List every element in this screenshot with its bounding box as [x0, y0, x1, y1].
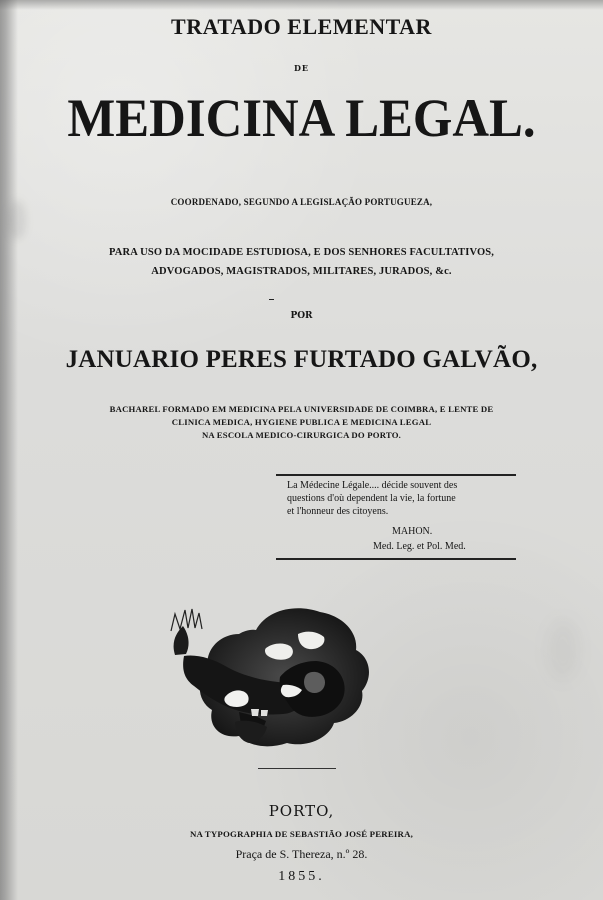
author-name: JANUARIO PERES FURTADO GALVÃO,: [65, 346, 538, 373]
small-dash-divider: [269, 299, 274, 300]
by-label: POR: [290, 311, 313, 321]
credential-line-3: NA ESCOLA MEDICO-CIRURGICA DO PORTO.: [201, 430, 402, 440]
imprint-year: 1855.: [278, 869, 325, 884]
usage-line-1: PARA USO DA MOCIDADE ESTUDIOSA, E DOS SENHORES FACULTATIVOS,: [108, 247, 495, 258]
quote-bottom-rule: [276, 558, 516, 560]
scan-smudge-secondary: [548, 620, 578, 680]
imprint-address: Praça de S. Thereza, n.º 28.: [235, 847, 368, 861]
quote-line-2: questions d'où dependent la vie, la fortune: [287, 493, 456, 504]
credential-line-1: BACHAREL FORMADO EM MEDICINA PELA UNIVERSIDADE DE COIMBRA, E LENTE DE: [109, 404, 494, 414]
quote-top-rule: [276, 474, 516, 476]
subtitle: COORDENADO, SEGUNDO A LEGISLAÇÃO PORTUGUEZA,: [170, 197, 433, 207]
quote-line-3: et l'honneur des citoyens.: [287, 506, 389, 517]
usage-line-2: ADVOGADOS, MAGISTRADOS, MILITARES, JURADOS, &c.: [151, 266, 452, 277]
oil-lamp-emblem-icon: [157, 598, 380, 755]
quote-line-1: La Médecine Légale.... décide souvent des: [287, 480, 458, 491]
scan-left-shadow: [0, 0, 18, 900]
imprint-city: PORTO,: [268, 802, 335, 820]
de-word: DE: [293, 63, 310, 73]
credential-line-2: CLINICA MEDICA, HYGIENE PUBLICA E MEDICINA LEGAL: [171, 417, 432, 427]
quote-attribution-source: Med. Leg. et Pol. Med.: [373, 541, 466, 552]
top-title: TRATADO ELEMENTAR: [171, 14, 432, 39]
quote-attribution-name: MAHON.: [392, 526, 433, 537]
imprint-divider: [258, 768, 336, 769]
scan-top-shadow: [0, 0, 603, 10]
main-title: MEDICINA LEGAL.: [67, 88, 536, 148]
imprint-printer: NA TYPOGRAPHIA DE SEBASTIÃO JOSÉ PEREIRA,: [189, 829, 414, 839]
